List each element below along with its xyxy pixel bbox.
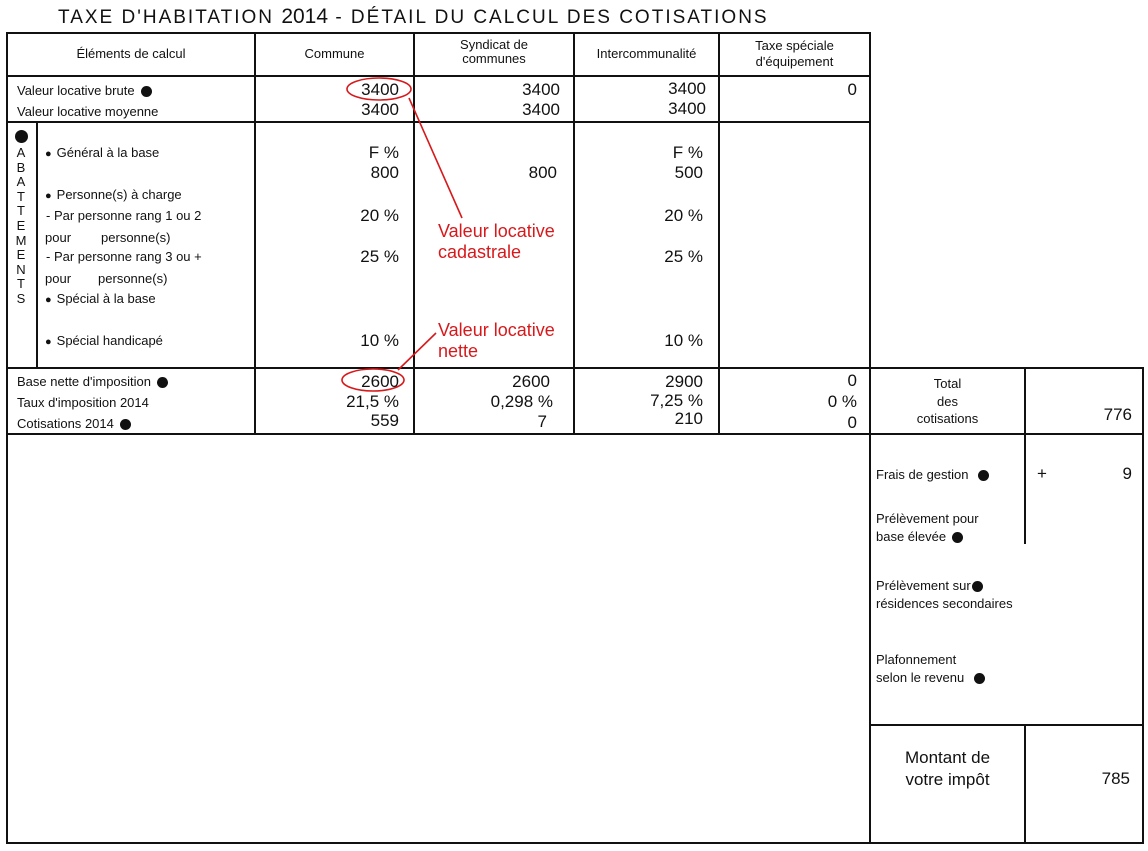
interco-taux: 7,25 % — [650, 391, 703, 410]
abv-letter: A — [16, 174, 26, 190]
label-plafonnement — [876, 651, 985, 687]
frais-sign: + — [1037, 464, 1047, 483]
col-header-tse-l1: Taxe spéciale — [755, 38, 834, 53]
commune-rang12: 20 % — [360, 206, 399, 225]
annotation-nette — [438, 320, 555, 362]
interco-fpct: F % — [672, 143, 703, 162]
info-dot-icon — [972, 581, 983, 592]
syndicat-valeur-brute: 3400 — [522, 80, 560, 99]
tse-base-nette: 0 — [847, 371, 857, 390]
label-base-nette — [17, 374, 168, 389]
montant-label — [871, 747, 1024, 791]
annotation-nette-l1: Valeur locative — [438, 320, 555, 340]
label-rang3: - Par personne rang 3 ou + — [46, 249, 202, 264]
total-label-l2: des — [937, 393, 958, 409]
label-rang12-suffix: personne(s) — [101, 230, 171, 245]
interco-base-nette: 2900 — [665, 372, 703, 391]
frais-value: 9 — [1122, 464, 1132, 483]
info-dot-icon — [157, 377, 168, 388]
abv-letter: A — [16, 145, 26, 160]
interco-valeur-brute: 3400 — [668, 79, 706, 98]
label-cotisations-text: Cotisations — [17, 416, 82, 431]
label-taux-text: Taux d'imposition — [17, 395, 117, 410]
annotation-cadastrale-l2: cadastrale — [438, 242, 522, 262]
total-label — [871, 375, 1024, 428]
label-valeur-moyenne: Valeur locative moyenne — [17, 104, 159, 119]
info-dot-icon — [120, 419, 131, 430]
info-dot-icon — [952, 532, 963, 543]
label-prelevement-base-l1: Prélèvement pour — [876, 511, 979, 526]
label-rang12-pour-text: pour — [45, 230, 72, 245]
abv-letter: S — [16, 290, 26, 306]
label-rang3-suffix: personne(s) — [98, 271, 168, 286]
label-cotisations-year: 2014 — [84, 416, 114, 431]
interco-general: 500 — [674, 163, 703, 182]
label-valeur-brute-text: Valeur locative brute — [17, 83, 135, 98]
info-dot-icon — [978, 470, 989, 481]
label-prelevement-residences-l2: résidences secondaires — [876, 596, 1013, 611]
col-header-syndicat-l2: communes — [462, 51, 526, 66]
label-prelevement-residences — [876, 577, 1013, 613]
annotation-cadastrale-l1: Valeur locative — [438, 221, 555, 241]
label-prelevement-base-l2: base élevée — [876, 529, 947, 544]
annotation-circle-brute — [347, 78, 411, 100]
bullet-icon: ● — [45, 336, 52, 348]
abv-letter: N — [16, 261, 26, 277]
abv-letter: T — [17, 276, 25, 292]
label-special-base-text: Spécial à la base — [56, 291, 156, 306]
syndicat-cotisation: 7 — [537, 412, 547, 431]
tse-valeur-brute: 0 — [847, 80, 857, 99]
label-frais-gestion-text: Frais de gestion — [876, 467, 969, 482]
col-header-commune: Commune — [304, 46, 365, 61]
abv-letter: T — [17, 203, 25, 219]
total-label-l3: cotisations — [916, 411, 979, 426]
annotation-cadastrale — [438, 221, 555, 263]
interco-rang3: 25 % — [664, 247, 703, 266]
bullet-icon: ● — [45, 294, 52, 306]
title-year: 2014 — [281, 5, 329, 28]
commune-base-nette: 2600 — [361, 372, 399, 391]
commune-general: 800 — [370, 163, 399, 182]
label-general-base-text: Général à la base — [56, 145, 160, 160]
total-label-l1: Total — [933, 376, 962, 391]
commune-fpct: F % — [368, 143, 399, 162]
label-rang12: - Par personne rang 1 ou 2 — [46, 208, 202, 223]
interco-rang12: 20 % — [664, 206, 703, 225]
label-taux-year: 2014 — [119, 395, 149, 410]
label-prelevement-residences-l1: Prélèvement sur — [876, 578, 971, 593]
label-plafonnement-l1: Plafonnement — [876, 652, 957, 667]
tse-taux: 0 % — [827, 392, 857, 411]
commune-cotisation: 559 — [370, 411, 399, 430]
label-cotisations — [17, 416, 131, 431]
annotation-arrow-cadastrale — [409, 98, 462, 218]
syndicat-base-nette: 2600 — [512, 372, 550, 391]
abv-letter: E — [16, 247, 26, 263]
montant-label-l1: Montant de — [904, 748, 991, 767]
col-header-tse-l2: d'équipement — [755, 54, 834, 69]
label-taux — [17, 395, 149, 410]
title-suffix: - DÉTAIL DU CALCUL DES COTISATIONS — [335, 7, 769, 28]
interco-valeur-moyenne: 3400 — [668, 99, 706, 118]
label-frais-gestion — [876, 467, 989, 482]
info-dot-icon — [974, 673, 985, 684]
commune-valeur-brute: 3400 — [361, 80, 399, 99]
label-base-nette-text: Base nette d'imposition — [17, 374, 152, 389]
label-personnes-charge-text: Personne(s) à charge — [56, 187, 182, 202]
commune-valeur-moyenne: 3400 — [361, 100, 399, 119]
abv-letter: T — [17, 188, 25, 204]
interco-cotisation: 210 — [674, 409, 703, 428]
montant-label-l2: votre impôt — [905, 770, 990, 789]
col-header-syndicat-l1: Syndicat de — [460, 37, 528, 52]
abv-letter: B — [16, 159, 26, 175]
label-plafonnement-l2: selon le revenu — [876, 670, 965, 685]
interco-handicape: 10 % — [664, 331, 703, 350]
montant-value: 785 — [1101, 769, 1130, 788]
abv-letter: E — [16, 217, 26, 233]
total-value: 776 — [1103, 405, 1132, 424]
syndicat-general: 800 — [528, 163, 557, 182]
label-special-handicape-text: Spécial handicapé — [56, 333, 163, 348]
title-prefix: TAXE D'HABITATION — [58, 7, 275, 28]
annotation-nette-l2: nette — [438, 341, 479, 361]
commune-taux: 21,5 % — [346, 392, 399, 411]
col-header-interco: Intercommunalité — [596, 46, 697, 61]
abv-letter: M — [15, 232, 27, 248]
label-rang3-pour-text: pour — [45, 271, 72, 286]
tse-cotisation: 0 — [847, 413, 857, 432]
syndicat-valeur-moyenne: 3400 — [522, 100, 560, 119]
bullet-icon: ● — [45, 190, 52, 202]
commune-handicape: 10 % — [360, 331, 399, 350]
commune-rang3: 25 % — [360, 247, 399, 266]
label-prelevement-base — [876, 510, 979, 546]
annotation-arrow-nette — [398, 333, 436, 370]
bullet-icon: ● — [45, 148, 52, 160]
col-header-elements: Éléments de calcul — [76, 46, 186, 61]
syndicat-taux: 0,298 % — [490, 392, 553, 411]
